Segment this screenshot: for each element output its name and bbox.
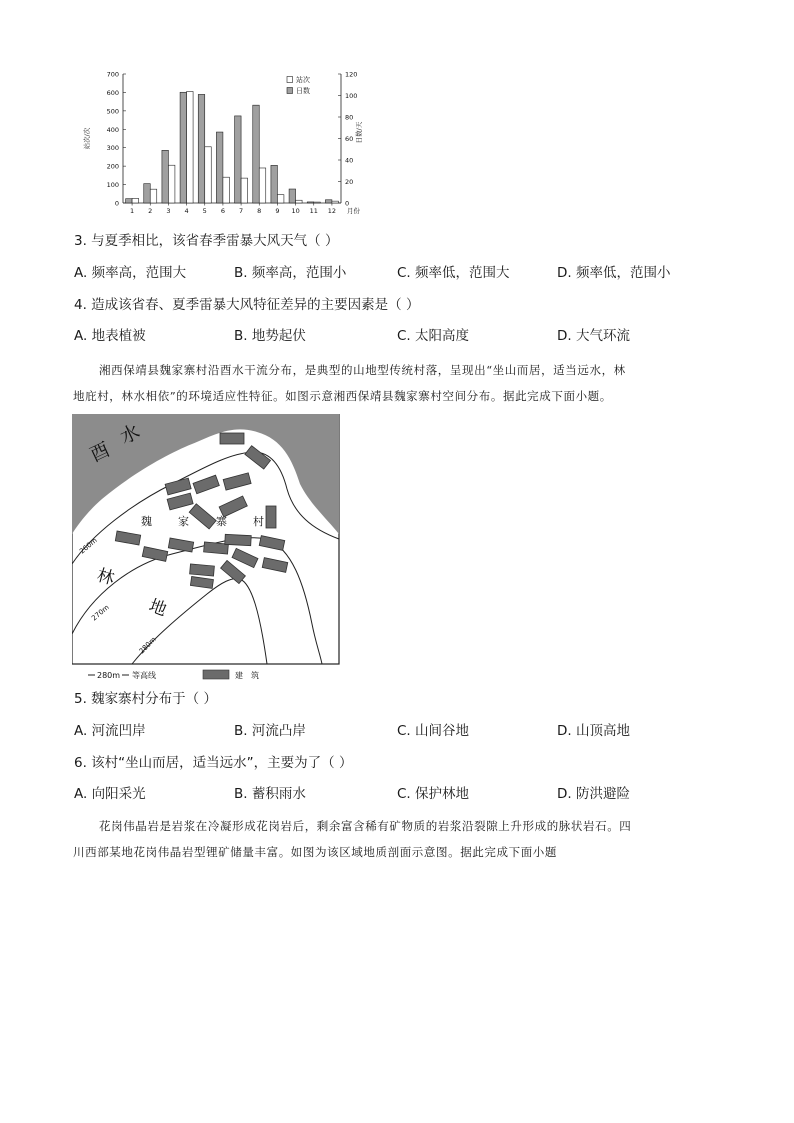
passage-line: 川西部某地花岗伟晶岩型锂矿储量丰富。如图为该区域地质剖面示意图。据此完成下面小题 bbox=[73, 845, 557, 859]
question-5-stem: 5. 魏家寨村分布于（ ） bbox=[74, 691, 217, 707]
legend-building-swatch bbox=[203, 670, 229, 679]
bar-days-9 bbox=[271, 165, 278, 203]
village-label-char: 村 bbox=[253, 515, 264, 528]
right-axis-title: 日数/天 bbox=[355, 121, 363, 144]
building bbox=[266, 506, 276, 528]
right-axis-tick-label: 120 bbox=[345, 70, 358, 79]
question-3-option-b[interactable]: B. 频率高，范围小 bbox=[234, 265, 347, 281]
building bbox=[225, 534, 251, 545]
bar-stations-3 bbox=[168, 165, 175, 203]
left-axis-tick-label: 100 bbox=[106, 181, 119, 190]
x-axis-tick-label: 6 bbox=[220, 207, 225, 215]
question-4-option-a[interactable]: A. 地表植被 bbox=[74, 328, 146, 344]
bar-days-12 bbox=[325, 200, 332, 203]
question-6-option-b[interactable]: B. 蓄积雨水 bbox=[234, 786, 306, 802]
building bbox=[190, 564, 215, 576]
passage-line: 湘西保靖县魏家寨村沿酉水干流分布，是典型的山地型传统村落，呈现出“坐山而居，适当远水，林 bbox=[99, 363, 626, 377]
bar-days-2 bbox=[144, 184, 151, 203]
x-axis-tick-label: 5 bbox=[202, 207, 207, 215]
bar-days-7 bbox=[235, 116, 242, 203]
legend-label: 日数 bbox=[296, 87, 310, 95]
contour-label-270: 270m bbox=[90, 603, 111, 623]
question-3-option-d[interactable]: D. 频率低，范围小 bbox=[557, 265, 671, 281]
question-4-option-b[interactable]: B. 地势起伏 bbox=[234, 328, 306, 344]
bar-days-6 bbox=[216, 132, 223, 203]
left-axis-tick-label: 700 bbox=[106, 70, 119, 79]
bar-days-11 bbox=[307, 202, 314, 203]
x-axis-tick-label: 11 bbox=[309, 207, 318, 215]
question-4-option-c[interactable]: C. 太阳高度 bbox=[397, 328, 470, 344]
left-axis-tick-label: 0 bbox=[114, 199, 119, 208]
x-axis-unit-label: 月份 bbox=[347, 207, 360, 215]
legend-swatch-日数 bbox=[287, 88, 293, 94]
bar-stations-8 bbox=[259, 168, 266, 203]
right-axis-tick-label: 60 bbox=[345, 135, 354, 143]
right-axis-tick-label: 0 bbox=[345, 199, 350, 208]
bar-days-10 bbox=[289, 189, 296, 203]
question-6-option-d[interactable]: D. 防洪避险 bbox=[557, 786, 630, 802]
bar-days-1 bbox=[126, 199, 133, 203]
monthly-thunderstorm-wind-chart bbox=[75, 66, 365, 226]
village-label-char: 家 bbox=[178, 515, 189, 528]
bar-stations-10 bbox=[296, 200, 303, 203]
bar-stations-6 bbox=[223, 177, 230, 203]
x-axis-tick-label: 12 bbox=[327, 207, 337, 215]
right-axis-tick-label: 100 bbox=[345, 92, 358, 100]
bar-days-8 bbox=[253, 105, 260, 203]
river-label-char: 水 bbox=[116, 420, 144, 449]
passage-weijiazhai bbox=[73, 357, 723, 409]
right-axis-tick-label: 20 bbox=[345, 178, 354, 186]
legend-swatch-站次 bbox=[287, 77, 293, 83]
passage-line: 地庇村，林水相依”的环境适应性特征。如图示意湘西保靖县魏家寨村空间分布。据此完成下面小题。 bbox=[73, 389, 612, 403]
left-axis-tick-label: 500 bbox=[106, 107, 119, 116]
question-4-stem: 4. 造成该省春、夏季雷暴大风特征差异的主要因素是（ ） bbox=[74, 297, 420, 313]
x-axis-tick-label: 4 bbox=[184, 207, 189, 215]
bar-stations-1 bbox=[132, 198, 139, 203]
legend-contour-text: 等高线 bbox=[132, 671, 156, 680]
x-axis-tick-label: 8 bbox=[257, 207, 262, 215]
village-map bbox=[72, 414, 340, 682]
question-6-option-a[interactable]: A. 向阳采光 bbox=[74, 786, 146, 802]
x-axis-tick-label: 7 bbox=[239, 207, 244, 215]
left-axis-tick-label: 600 bbox=[106, 88, 119, 97]
legend-contour-value: 280m bbox=[97, 671, 121, 680]
forest-label-char: 地 bbox=[146, 595, 170, 621]
question-5-option-d[interactable]: D. 山顶高地 bbox=[557, 723, 630, 739]
left-axis-tick-label: 300 bbox=[106, 144, 119, 153]
question-6-option-c[interactable]: C. 保护林地 bbox=[397, 786, 470, 802]
bar-stations-9 bbox=[277, 195, 284, 203]
contour-label-280: 280m bbox=[137, 635, 158, 656]
left-axis-tick-label: 400 bbox=[106, 125, 119, 134]
river-label-char: 酉 bbox=[86, 438, 114, 467]
bar-days-4 bbox=[180, 92, 187, 203]
question-5-option-a[interactable]: A. 河流凹岸 bbox=[74, 723, 146, 739]
bar-days-5 bbox=[198, 94, 205, 203]
question-3-option-a[interactable]: A. 频率高，范围大 bbox=[74, 265, 187, 281]
question-5-option-b[interactable]: B. 河流凸岸 bbox=[234, 723, 306, 739]
question-3-option-c[interactable]: C. 频率低，范围大 bbox=[397, 265, 510, 281]
map-legend bbox=[88, 670, 259, 680]
passage-pegmatite bbox=[73, 813, 723, 865]
question-3-stem: 3. 与夏季相比，该省春季雷暴大风天气（ ） bbox=[74, 233, 339, 249]
left-axis-title: 站次/次 bbox=[83, 127, 91, 150]
bar-stations-12 bbox=[332, 201, 339, 203]
x-axis-tick-label: 3 bbox=[166, 207, 171, 215]
legend-label: 站次 bbox=[296, 76, 310, 84]
bar-days-3 bbox=[162, 150, 169, 203]
question-6-stem: 6. 该村“坐山而居，适当远水”，主要为了（ ） bbox=[74, 755, 353, 771]
building bbox=[220, 433, 244, 444]
forest-label-char: 林 bbox=[94, 565, 117, 590]
left-axis-tick-label: 200 bbox=[106, 162, 119, 171]
village-label-char: 寨 bbox=[216, 515, 227, 528]
right-axis-tick-label: 80 bbox=[345, 113, 354, 122]
bar-stations-4 bbox=[187, 92, 194, 203]
legend-building-text: 建 筑 bbox=[235, 671, 259, 680]
village-label-char: 魏 bbox=[141, 515, 152, 528]
question-5-option-c[interactable]: C. 山间谷地 bbox=[397, 723, 470, 739]
right-axis-tick-label: 40 bbox=[345, 156, 354, 165]
bar-stations-2 bbox=[150, 189, 157, 203]
bar-stations-11 bbox=[314, 202, 321, 203]
x-axis-tick-label: 10 bbox=[291, 207, 300, 215]
bar-stations-5 bbox=[205, 147, 212, 203]
x-axis-tick-label: 2 bbox=[148, 207, 153, 215]
bar-stations-7 bbox=[241, 178, 248, 203]
contour-label-260: 260m bbox=[78, 536, 99, 556]
x-axis-tick-label: 9 bbox=[275, 207, 280, 215]
question-4-option-d[interactable]: D. 大气环流 bbox=[557, 328, 630, 344]
passage-line: 花岗伟晶岩是岩浆在冷凝形成花岗岩后，剩余富含稀有矿物质的岩浆沿裂隙上升形成的脉状岩石。四 bbox=[99, 819, 632, 833]
x-axis-tick-label: 1 bbox=[130, 207, 135, 215]
